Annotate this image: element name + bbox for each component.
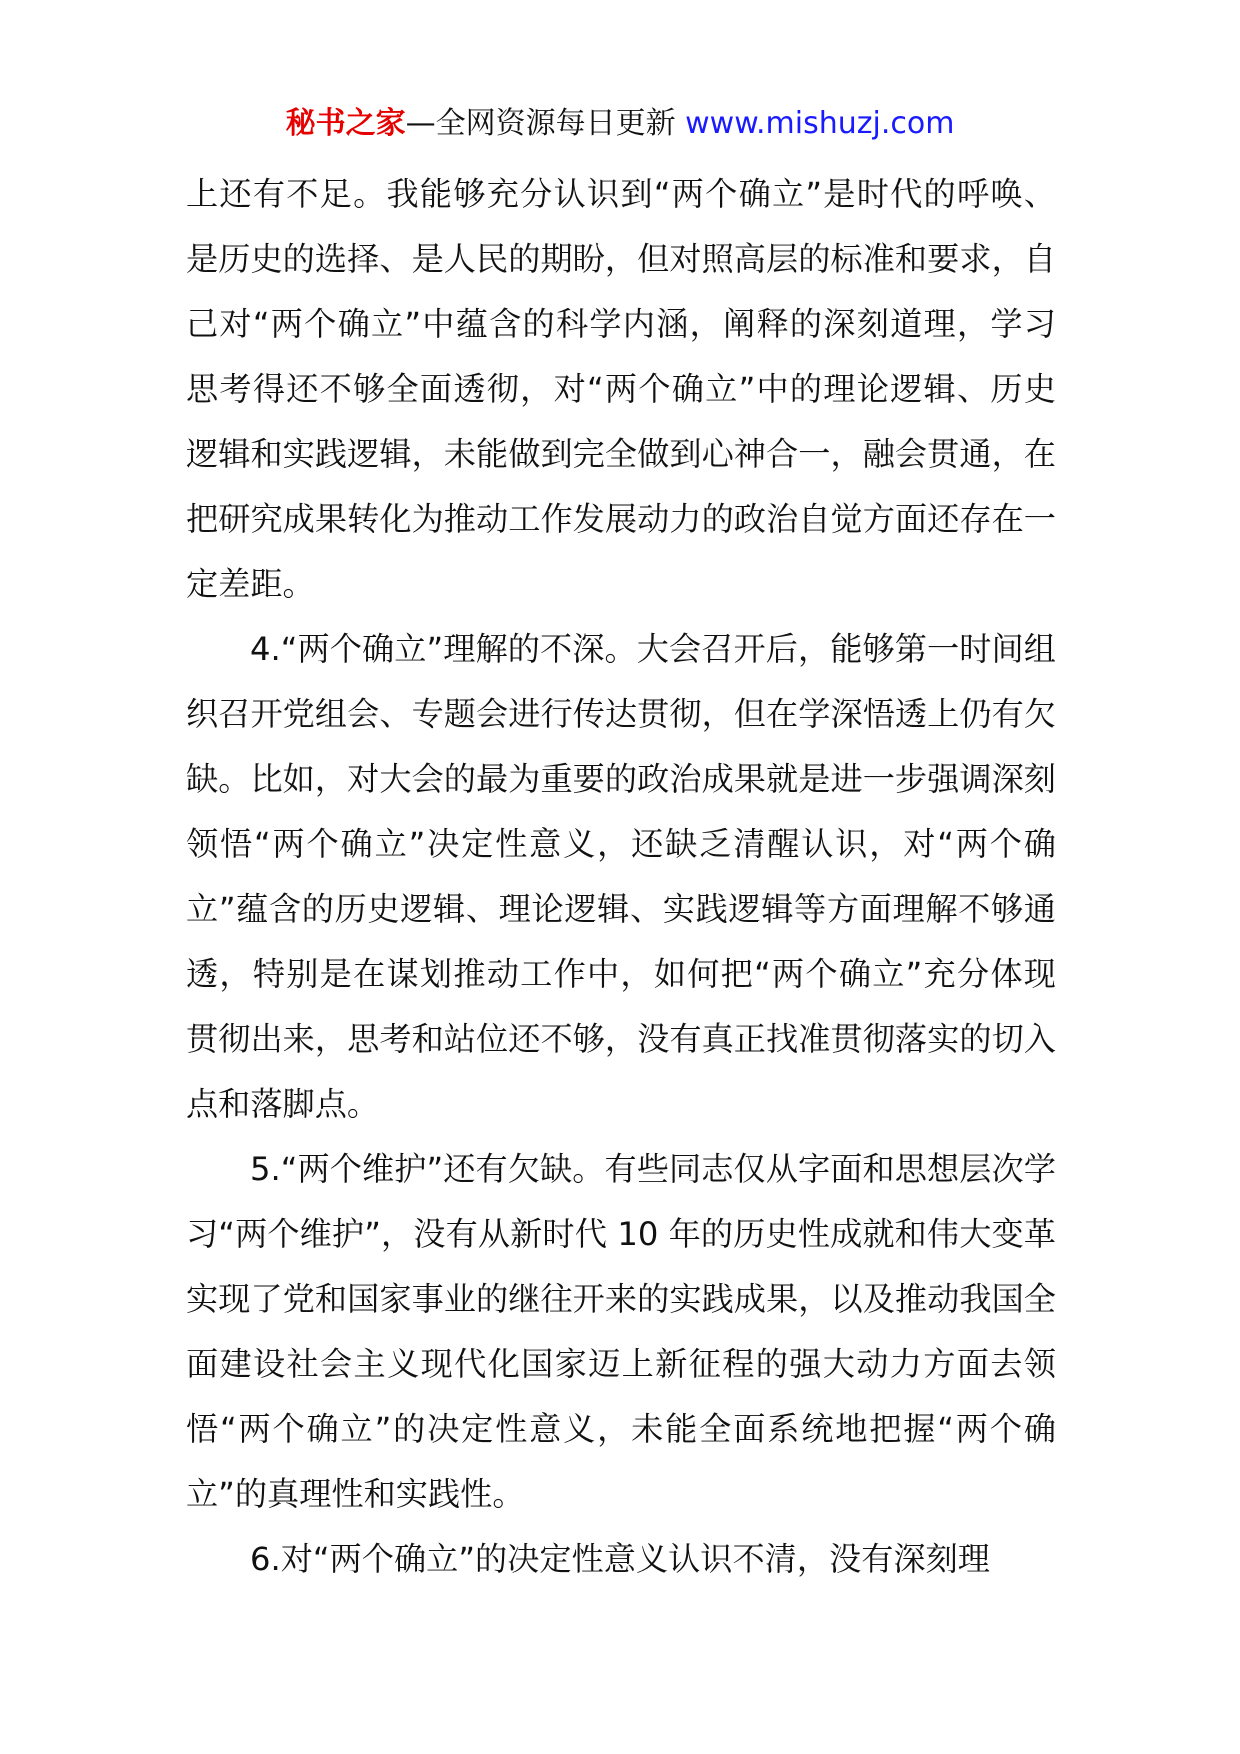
header-tagline: —全网资源每日更新 bbox=[405, 106, 676, 141]
brand-name: 秘书之家 bbox=[285, 106, 406, 141]
paragraph-item-4: 4.“两个确立”理解的不深。大会召开后，能够第一时间组织召开党组会、专题会进行传达贯彻，但在学深悟透上仍有欠缺。比如，对大会的最为重要的政治成果就是进一步强调深刻领悟“两个确立”决定性意义，还缺乏清醒认识，对“两个确立”蕴含的历史逻辑、理论逻辑、实践逻辑等方面理解不够通透，特别是在谋划推动工作中，如何把“两个确立”充分体现贯彻出来，思考和站位还不够，没有真正找准贯彻落实的切入点和落脚点。 bbox=[186, 630, 1056, 1123]
page-header bbox=[0, 101, 1240, 147]
document-body bbox=[186, 162, 1056, 1592]
paragraph-item-6: 6.对“两个确立”的决定性意义认识不清，没有深刻理 bbox=[250, 1540, 990, 1578]
paragraph-continuation: 上还有不足。我能够充分认识到“两个确立”是时代的呼唤、是历史的选择、是人民的期盼，但对照高层的标准和要求，自己对“两个确立”中蕴含的科学内涵，阐释的深刻道理，学习思考得还不够全面透彻，对“两个确立”中的理论逻辑、历史逻辑和实践逻辑，未能做到完全做到心神合一，融会贯通，在把研究成果转化为推动工作发展动力的政治自觉方面还存在一定差距。 bbox=[186, 175, 1056, 603]
site-url-link[interactable]: www.mishuzj.com bbox=[685, 106, 955, 141]
paragraph-item-5: 5.“两个维护”还有欠缺。有些同志仅从字面和思想层次学习“两个维护”，没有从新时代 10 年的历史性成就和伟大变革实现了党和国家事业的继往开来的实践成果，以及推动我国全面建设社会主义现代化国家迈上新征程的强大动力方面去领悟“两个确立”的决定性意义，未能全面系统地把握“两个确立”的真理性和实践性。 bbox=[186, 1150, 1056, 1513]
